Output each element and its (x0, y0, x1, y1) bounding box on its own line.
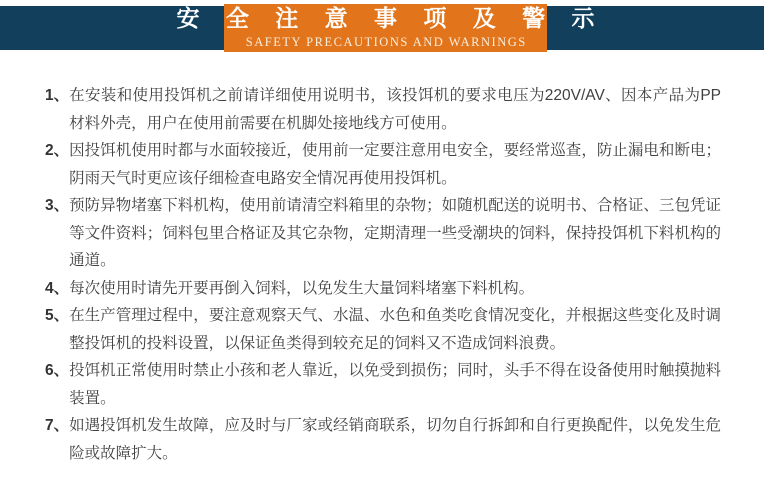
list-item-text: 因投饵机使用时都与水面较接近，使用前一定要注意用电安全，要经常巡查，防止漏电和断电；阴雨天气时更应该仔细检查电路安全情况再使用投饵机。 (69, 142, 721, 187)
list-item (45, 82, 721, 137)
list-item (45, 137, 721, 192)
list-item (45, 412, 721, 467)
list-item-text: 预防异物堵塞下料机构，使用前请清空料箱里的杂物；如随机配送的说明书、合格证、三包凭证等文件资料；饲料包里合格证及其它杂物，定期清理一些受潮块的饲料，保持投饵机下料机构的通道。 (69, 197, 721, 269)
safety-list (45, 82, 721, 467)
page-title: 安 全 注 意 事 项 及 警 示 (176, 5, 605, 32)
list-item (45, 302, 721, 357)
page-subtitle: SAFETY PRECAUTIONS AND WARNINGS (245, 34, 527, 49)
list-item (45, 275, 721, 303)
list-item-text: 投饵机正常使用时禁止小孩和老人靠近，以免受到损伤；同时，头手不得在设备使用时触摸抛料装置。 (69, 362, 721, 407)
list-item-number: 3、 (45, 197, 70, 214)
list-item-text: 在生产管理过程中，要注意观察天气、水温、水色和鱼类吃食情况变化，并根据这些变化及时调整投饵机的投料设置，以保证鱼类得到较充足的饲料又不造成饲料浪费。 (69, 307, 721, 352)
list-item (45, 192, 721, 275)
header-banner (176, 4, 605, 52)
list-item-number: 7、 (45, 417, 70, 434)
list-item-text: 每次使用时请先开要再倒入饲料，以免发生大量饲料堵塞下料机构。 (69, 279, 535, 297)
list-item-number: 2、 (45, 142, 70, 159)
list-item-number: 5、 (45, 307, 70, 324)
list-item-text: 在安装和使用投饵机之前请详细使用说明书，该投饵机的要求电压为220V/AV、因本产品为PP材料外壳，用户在使用前需要在机脚处接地线方可使用。 (69, 87, 721, 132)
list-item-text: 如遇投饵机发生故障，应及时与厂家或经销商联系，切勿自行拆卸和自行更换配件，以免发生危险或故障扩大。 (69, 417, 721, 462)
list-item-number: 4、 (45, 279, 70, 297)
list-item-number: 1、 (45, 87, 70, 104)
list-item-number: 6、 (45, 362, 70, 379)
list-item (45, 357, 721, 412)
safety-instructions-section (45, 82, 721, 467)
